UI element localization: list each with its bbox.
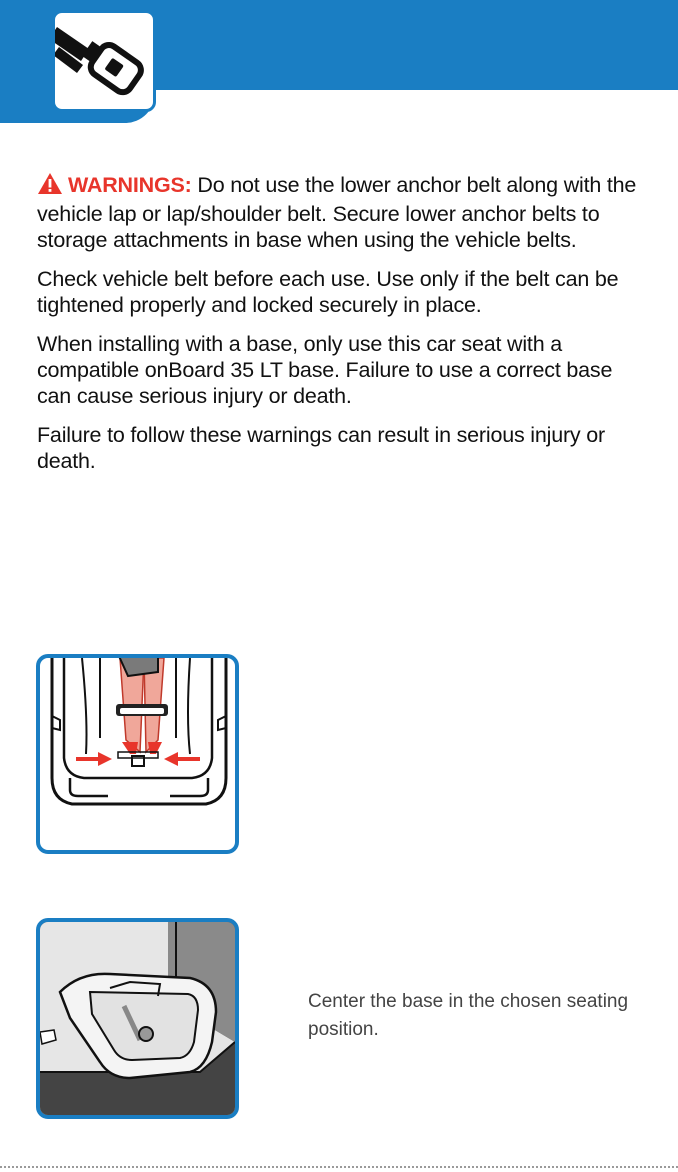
base-on-vehicle-seat-illustration xyxy=(36,918,239,1119)
step-instruction-text: Center the base in the chosen seating position. xyxy=(308,991,629,1040)
warning-paragraph-1 xyxy=(37,172,637,253)
warnings-heading: WARNINGS: xyxy=(68,173,192,197)
header-cutout xyxy=(155,90,678,130)
warning-paragraph-2: Check vehicle belt before each use. Use only if the belt can be tightened properly and locked securely in place. xyxy=(37,267,619,317)
warnings-block xyxy=(37,172,637,487)
seat-belt-buckle-icon xyxy=(55,13,153,109)
lower-anchor-storage-illustration xyxy=(36,654,239,854)
warning-text-1: Do not use the lower anchor belt along with the vehicle lap or lap/shoulder belt. Secure lower anchor belts to storage attachments in base when using the vehicle belts. xyxy=(37,173,637,252)
warning-paragraph-3: When installing with a base, only use this car seat with a compatible onBoard 35 LT base. Failure to use a correct base can cause serious injury or death. xyxy=(37,332,613,408)
warning-paragraph-4: Failure to follow these warnings can result in serious injury or death. xyxy=(37,423,605,473)
warning-triangle-icon xyxy=(37,172,63,201)
section-icon-box xyxy=(52,10,156,112)
page-bottom-divider xyxy=(0,1166,678,1168)
